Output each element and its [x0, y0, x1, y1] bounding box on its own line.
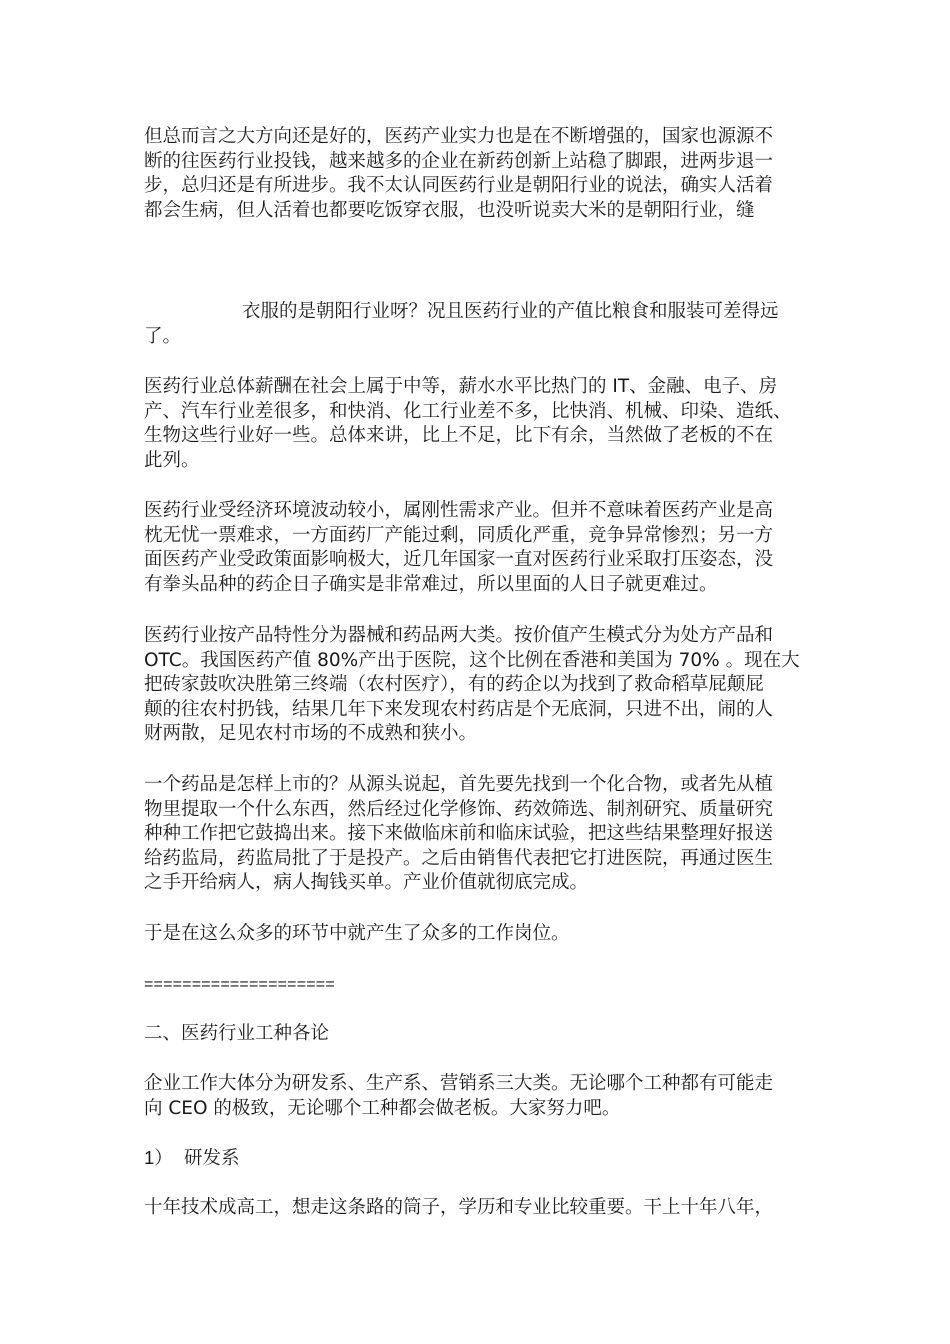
text-line: 给药监局，药监局批了于是投产。之后由销售代表把它打进医院，再通过医生: [144, 847, 774, 869]
text-line: 但总而言之大方向还是好的，医药产业实力也是在不断增强的，国家也源源不: [144, 126, 774, 147]
text-line: 生物这些行业好一些。总体来讲，比上不足，比下有余，当然做了老板的不在: [144, 425, 774, 446]
text-line: 此列。: [144, 449, 200, 471]
paragraph-continuation: [144, 300, 810, 349]
paragraph-economic-stability: [144, 499, 810, 597]
text-line: 种种工作把它鼓捣出来。接下来做临床前和临床试验，把这些结果整理好报送: [144, 823, 774, 844]
text-line: 医药行业总体薪酬在社会上属于中等，薪水水平比热门的 IT、金融、电子、房: [144, 376, 778, 397]
paragraph-salary: [144, 375, 810, 473]
text-line: 物里提取一个什么东西，然后经过化学修饰、药效筛选、制剂研究、质量研究: [144, 798, 774, 820]
text-line: 颠的往农村扔钱，结果几年下来发现农村药店是个无底洞，只进不出，闹的人: [144, 698, 774, 720]
text-line: 有拳头品种的药企日子确实是非常难过，所以里面的人日子就更难过。: [144, 573, 718, 595]
text-line: 医药行业受经济环境波动较小，属刚性需求产业。但并不意味着医药产业是高: [144, 500, 774, 521]
list-number: 1）: [144, 1147, 173, 1168]
paragraph-rd-career: 十年技术成高工，想走这条路的筒子，学历和专业比较重要。干上十年八年，: [144, 1197, 774, 1218]
text-line: 枕无忧一票难求，一方面药厂产能过剩，同质化严重，竞争异常惨烈；另一方: [144, 524, 774, 546]
list-label: 研发系: [184, 1148, 240, 1169]
section-heading: 二、医药行业工种各论: [144, 1023, 330, 1044]
paragraph-industry-outlook: [144, 125, 810, 223]
text-line: 都会生病，但人活着也都要吃饭穿衣服，也没听说卖大米的是朝阳行业，缝: [144, 199, 755, 221]
text-line: 一个药品是怎样上市的？从源头说起，首先要先找到一个化合物，或者先从植: [144, 774, 774, 795]
paragraph-product-categories: [144, 624, 810, 747]
text-line: 产、汽车行业差很多，和快消、化工行业差不多，比快消、机械、印染、造纸、: [144, 400, 792, 422]
text-line: 面医药产业受政策面影响极大，近几年国家一直对医药行业采取打压姿态，没: [144, 549, 774, 570]
text-line: 把砖家鼓吹决胜第三终端（农村医疗），有的药企以为找到了救命稻草屁颠屁: [144, 674, 764, 695]
paragraph-job-positions: 于是在这么众多的环节中就产生了众多的工作岗位。: [144, 923, 570, 944]
text-line: OTC。我国医药产值 80%产出于医院，这个比例在香港和美国为 70% 。现在大: [144, 649, 800, 671]
list-item-rd: [144, 1146, 240, 1172]
text-line: 企业工作大体分为研发系、生产系、营销系三大类。无论哪个工种都有可能走: [144, 1073, 774, 1094]
text-line: 向 CEO 的极致，无论哪个工种都会做老板。大家努力吧。: [144, 1097, 621, 1119]
text-line: 财两散，足见农村市场的不成熟和狭小。: [144, 723, 478, 744]
paragraph-drug-launch: [144, 773, 810, 896]
text-line: 步，总归还是有所进步。我不太认同医药行业是朝阳行业的说法，确实人活着: [144, 175, 774, 196]
text-line: 之手开给病人，病人掏钱买单。产业价值就彻底完成。: [144, 872, 589, 893]
text-line: 断的往医药行业投钱，越来越多的企业在新药创新上站稳了脚跟，进两步退一: [144, 150, 774, 172]
paragraph-work-categories: [144, 1072, 810, 1121]
text-line: 衣服的是朝阳行业呀？况且医药行业的产值比粮食和服装可差得远: [242, 301, 779, 322]
text-line: 医药行业按产品特性分为器械和药品两大类。按价值产生模式分为处方产品和: [144, 625, 774, 646]
separator-line: ====================: [144, 976, 335, 993]
text-line: 了。: [144, 325, 182, 347]
